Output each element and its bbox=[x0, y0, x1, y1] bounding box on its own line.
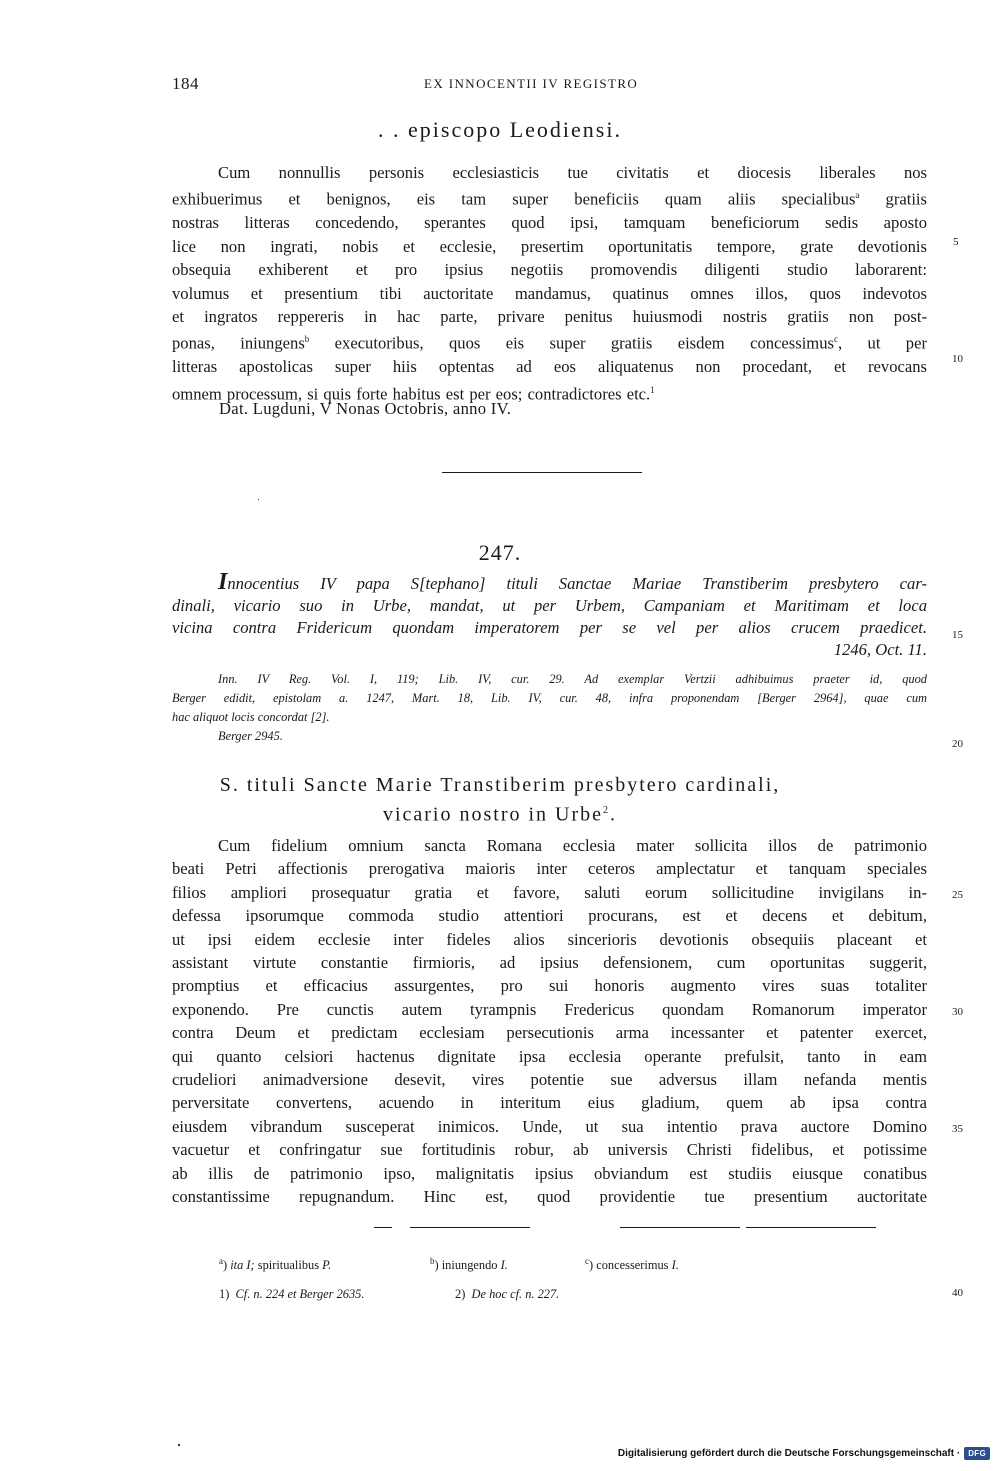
body-line: et ingratos reppereris in hac parte, privare penitus huiusmodi nostris gratiis non post- bbox=[172, 306, 927, 326]
speck bbox=[178, 1444, 180, 1446]
footnote-note bbox=[455, 1287, 559, 1302]
dfg-notice bbox=[618, 1447, 990, 1460]
body-line-text: , ut per bbox=[837, 333, 927, 353]
letter-247-body bbox=[172, 834, 927, 1209]
footnote-variant: $^c$) concesserimus I. bbox=[585, 1256, 679, 1273]
page-number: 184 bbox=[172, 74, 199, 93]
body-line-text: executoribus, quos eis super gratiis eisdem concessimus bbox=[309, 333, 834, 353]
sources-line: Berger 2945. bbox=[218, 729, 283, 743]
sources-line: Berger edidit, epistolam a. 1247, Mart. 18, Lib. IV, cur. 48, infra proponendam [Berger 2964], quae cum bbox=[172, 691, 927, 705]
footnote-mark: b bbox=[430, 1256, 435, 1266]
body-line: Cum nonnullis personis ecclesiasticis tue civitatis et diocesis liberales nos bbox=[218, 163, 927, 182]
footnote-siglum: I. bbox=[500, 1258, 508, 1273]
body-line: constantissime repugnandum. Hinc est, quod providentie tue presentium auctoritate bbox=[172, 1187, 927, 1207]
letter-246-addressee: . . episcopo Leodiensi. bbox=[378, 117, 622, 142]
footnote-siglum: I. bbox=[671, 1258, 679, 1273]
footnote-mark: 2) bbox=[455, 1287, 466, 1301]
regest-line: dinali, vicario suo in Urbe, mandat, ut per Urbem, Campaniam et Maritimam et loca bbox=[172, 596, 927, 615]
body-line-text: omnem processum, si quis forte habitus est per eos; contradictores etc. bbox=[172, 384, 651, 404]
margin-line-number: 15 bbox=[952, 629, 963, 641]
body-line: filios ampliori prosequatur gratia et favore, saluti eorum sollicitudine invigilans in- bbox=[172, 882, 927, 902]
body-line-text: ponas, iniungens bbox=[172, 333, 305, 353]
addressee-line: S. tituli Sancte Marie Transtiberim presbytero cardinali, bbox=[219, 774, 781, 796]
footnote-mark: a bbox=[219, 1256, 223, 1266]
section-divider bbox=[442, 472, 642, 473]
speck bbox=[258, 499, 259, 500]
body-line: litteras apostolicas super hiis optentas ad eos aliquatenus non procedant, et revocans bbox=[172, 357, 927, 377]
regest-line: vicina contra Fridericum quondam imperatorem per se vel per alios crucem praedicet. bbox=[172, 618, 927, 637]
body-line: defessa ipsorumque commoda studio attentiori procurans, est et decens et debitum, bbox=[172, 906, 927, 926]
body-line: ut ipsi eidem ecclesie inter fideles alios sincerioris devotionis obsequiis placeant et bbox=[172, 929, 927, 949]
sources-line: Inn. IV Reg. Vol. I, 119; Lib. IV, cur. 29. Ad exemplar Vertzii adhibuimus praeter id, quod bbox=[218, 672, 927, 686]
body-line bbox=[172, 328, 927, 355]
body-line: vacuetur et confringatur sue fortitudinis robur, ab universis Christi fidelibus, et potissime bbox=[172, 1140, 927, 1160]
sources-line: hac aliquot locis concordat [2]. bbox=[172, 710, 330, 724]
footnote-siglum: P. bbox=[322, 1258, 332, 1273]
margin-line-number: 30 bbox=[952, 1006, 963, 1018]
body-line: contra Deum et predictam ecclesiam persecutionis arma incessanter et patenter exercet, bbox=[172, 1023, 927, 1043]
body-line: promptius et efficacius assurgentes, pro sui honoris augmento vires suas totaliter bbox=[172, 976, 927, 996]
body-line: crudeliori animadversione desevit, vires potentie sue adversus illam nefanda mentis bbox=[172, 1070, 927, 1090]
footnote-rule-segment bbox=[410, 1227, 530, 1228]
variant-mark: a bbox=[855, 190, 860, 201]
footnote-mark: c bbox=[585, 1256, 589, 1266]
regest-initial: I bbox=[218, 569, 228, 595]
margin-line-number: 20 bbox=[952, 738, 963, 750]
letter-246-body bbox=[172, 161, 927, 406]
margin-line-number: 40 bbox=[952, 1287, 963, 1299]
footnote-text: De hoc cf. n. 227. bbox=[471, 1287, 560, 1301]
body-line: beati Petri affectionis prerogativa maioris inter ceteros amplectatur et tanquam speciales bbox=[172, 859, 927, 879]
letter-number: 247. bbox=[478, 540, 522, 565]
note-mark: 2 bbox=[603, 805, 611, 816]
dfg-notice-text: Digitalisierung gefördert durch die Deutsche Forschungsgemeinschaft · bbox=[617, 1448, 961, 1459]
body-line: exponendo. Pre cunctis autem tyrampnis Fredericus quondam Romanorum imperator bbox=[172, 999, 927, 1019]
note-mark: 1 bbox=[650, 384, 655, 395]
body-line bbox=[172, 184, 927, 211]
body-line: Cum fidelium omnium sancta Romana ecclesia mater sollicita illos de patrimonio bbox=[218, 836, 927, 855]
footnote-text: iniungendo bbox=[441, 1258, 501, 1273]
body-line: perversitate convertens, acuendo in interitum eius gladium, quem ab ipsa contra bbox=[172, 1093, 927, 1113]
footnote-text: spiritualibus bbox=[254, 1258, 323, 1273]
dfg-logo-icon: DFG bbox=[964, 1447, 990, 1460]
body-line: assistant virtute constantie firmioris, ad ipsius defensionem, cum oportunitas suggerit, bbox=[172, 953, 927, 973]
variant-mark: c bbox=[833, 334, 838, 345]
regest-date: 1246, Oct. 11. bbox=[833, 640, 927, 659]
body-line: nostras litteras concedendo, sperantes quod ipsi, tamquam beneficiorum sedis aposto bbox=[172, 213, 927, 233]
footnote-rule-segment bbox=[746, 1227, 876, 1228]
regest-line-text: nnocentius IV papa S[tephano] tituli Sanctae Mariae Transtiberim presbytero car- bbox=[227, 574, 927, 593]
margin-line-number: 5 bbox=[953, 236, 959, 248]
footnote-rule-segment bbox=[620, 1227, 740, 1228]
body-line: volumus et presentium tibi auctoritate mandamus, quatinus omnes illos, quos indevotos bbox=[172, 283, 927, 303]
footnote-rule-segment bbox=[374, 1227, 392, 1228]
footnote-note bbox=[219, 1287, 364, 1302]
footnote-variant: $^a$) ita I; spiritualibus P. bbox=[219, 1256, 332, 1273]
letter-246-datum: Dat. Lugduni, V Nonas Octobris, anno IV. bbox=[219, 399, 512, 418]
letter-247-addressee bbox=[0, 772, 1000, 828]
margin-line-number: 35 bbox=[952, 1123, 963, 1135]
body-line: eiusdem vibrandum susceperat inimicos. Unde, ut sua intentio prava auctore Domino bbox=[172, 1116, 927, 1136]
body-line: lice non ingrati, nobis et ecclesie, presertim oportunitatis tempore, grate devotionis bbox=[172, 236, 927, 256]
footnote-italic: ita I; bbox=[230, 1258, 255, 1273]
running-head: EX INNOCENTII IV REGISTRO bbox=[424, 76, 639, 91]
footnote-mark: 1) bbox=[219, 1287, 230, 1301]
addressee-line-text: vicario nostro in Urbe bbox=[382, 803, 604, 826]
variant-mark: b bbox=[304, 334, 310, 345]
body-line-text: exhibuerimus et benignos, eis tam super beneficiis quam aliis specialibus bbox=[172, 189, 856, 209]
regest bbox=[172, 571, 927, 661]
addressee-line: vicario nostro in Urbe$^2$. bbox=[382, 803, 618, 826]
body-line: obsequia exhiberent et pro ipsius negotiis promovendis diligenti studio laborarent: bbox=[172, 260, 927, 280]
body-line: qui quanto celsiori hactenus dignitate ipsa ecclesia operante prefulsit, tanto in eam bbox=[172, 1046, 927, 1066]
margin-line-number: 10 bbox=[952, 353, 963, 365]
footnote-text: concesserimus bbox=[596, 1258, 672, 1273]
regest-line bbox=[172, 571, 927, 595]
body-line: ab illis de patrimonio ipso, malignitatis ipsius obviandum est studiis eiusque conatibus bbox=[172, 1163, 927, 1183]
sources bbox=[172, 670, 927, 746]
margin-line-number: 25 bbox=[952, 889, 963, 901]
body-line-text: gratiis bbox=[859, 189, 927, 209]
footnote-variant: $^b$) iniungendo I. bbox=[430, 1256, 508, 1273]
footnote-text: Cf. n. 224 et Berger 2635. bbox=[235, 1287, 365, 1301]
